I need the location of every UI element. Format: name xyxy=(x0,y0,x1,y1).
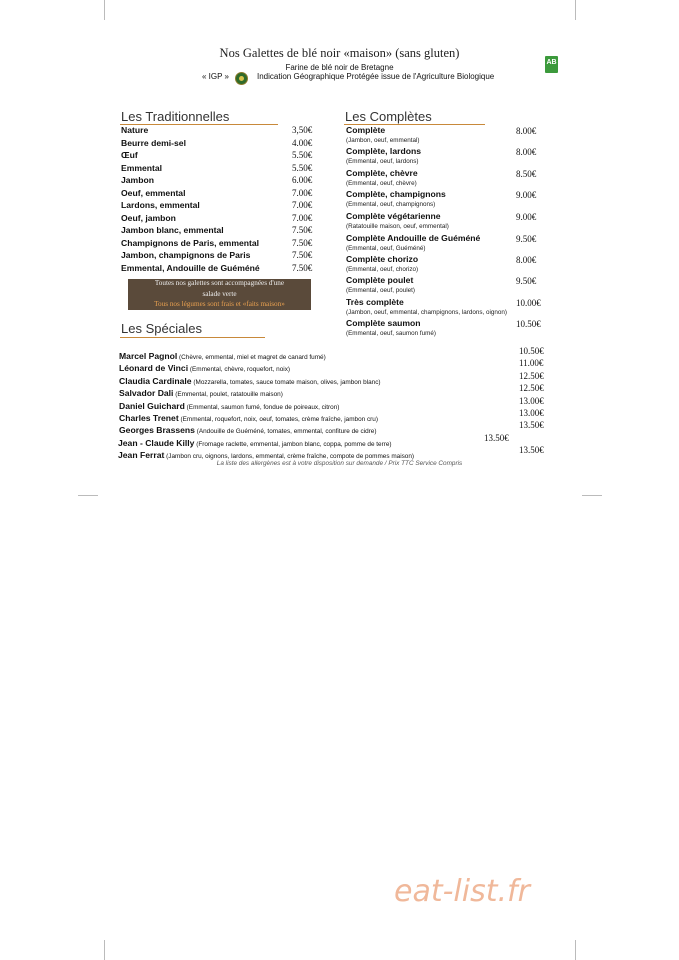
menu-item-price: 8.00€ xyxy=(516,147,537,157)
igp-logo-icon xyxy=(235,72,248,85)
menu-item-name: Complète xyxy=(346,125,386,135)
menu-item-description: (Emmental, roquefort, noix, oeuf, tomates, crème fraîche, jambon cru) xyxy=(178,416,378,423)
menu-item-price: 13.00€ xyxy=(519,395,544,406)
menu-item-price: 9.50€ xyxy=(516,276,537,286)
menu-item-name: Jean Ferrat xyxy=(118,450,165,461)
menu-item-price: 4.00€ xyxy=(292,137,313,148)
menu-item-name: Daniel Guichard xyxy=(119,400,185,411)
menu-item-price: 5.50€ xyxy=(292,150,313,160)
menu-item-name: Emmental, Andouille de Guéméné xyxy=(121,262,260,273)
menu-item-description: (Ratatouille maison, oeuf, emmental) xyxy=(346,223,449,230)
menu-item-description: (Jambon, oeuf, emmental, champignons, lardons, oignon) xyxy=(346,309,508,316)
menu-item-price: 7.00€ xyxy=(292,200,313,210)
crop-mark xyxy=(575,940,576,960)
menu-item-price: 13.50€ xyxy=(519,445,544,456)
menu-item-price: 13.50€ xyxy=(519,420,544,431)
menu-item-name: Lardons, emmental xyxy=(121,200,200,210)
menu-item-price: 7.50€ xyxy=(292,225,313,235)
menu-title: Nos Galettes de blé noir «maison» (sans gluten) xyxy=(219,46,460,60)
menu-item-description: (Emmental, chèvre, roquefort, noix) xyxy=(188,366,291,374)
menu-item-price: 8.00€ xyxy=(516,255,537,265)
menu-item-name: Complète, chèvre xyxy=(346,168,418,178)
ab-organic-logo-icon: AB xyxy=(545,56,558,73)
menu-item-description: (Emmental, oeuf, lardons) xyxy=(346,158,419,165)
menu-item-name: Complète, champignons xyxy=(346,189,446,199)
section-underline xyxy=(120,337,265,338)
menu-item-price: 10.00€ xyxy=(516,298,541,308)
menu-subtitle: Farine de blé noir de Bretagne xyxy=(285,63,394,72)
menu-item-price: 5.50€ xyxy=(292,162,313,173)
menu-item-price: 12.50€ xyxy=(519,370,544,381)
menu-item-name: Oeuf, jambon xyxy=(121,212,176,223)
menu-item-description: (Emmental, poulet, ratatouille maison) xyxy=(173,391,283,399)
menu-item-price: 7.50€ xyxy=(292,237,313,248)
section-title-completes: Les Complètes xyxy=(345,109,432,124)
menu-item-name: Jambon xyxy=(121,175,154,185)
menu-item-name: Très complète xyxy=(346,297,404,307)
menu-item-price: 7.50€ xyxy=(292,250,313,260)
menu-item-name: Marcel Pagnol xyxy=(119,351,178,361)
menu-item-description: (Jambon, oeuf, emmental) xyxy=(346,137,420,144)
menu-item-name: Léonard de Vinci xyxy=(119,363,189,374)
menu-item-name: Charles Trenet xyxy=(119,413,179,423)
menu-item-description: (Chèvre, emmental, miel et magret de canard fumé) xyxy=(177,354,326,361)
section-title-speciales: Les Spéciales xyxy=(121,321,202,336)
menu-item-name: Oeuf, emmental xyxy=(121,187,186,198)
menu-item-name: Jean - Claude Killy xyxy=(118,437,195,448)
menu-item-price: 10.50€ xyxy=(519,346,544,356)
menu-item-name: Complète saumon xyxy=(346,318,421,328)
watermark: eat-list.fr xyxy=(394,874,530,909)
menu-item-price: 9.00€ xyxy=(516,190,537,200)
menu-item-name: Œuf xyxy=(121,150,138,160)
menu-item-name: Jambon, champignons de Paris xyxy=(121,250,251,260)
menu-item-description: (Emmental, oeuf, chorizo) xyxy=(346,266,419,273)
note-line: salade verte xyxy=(202,290,237,298)
crop-mark xyxy=(104,940,105,960)
menu-item-price: 7.50€ xyxy=(292,262,313,273)
menu-item-name: Claudia Cardinale xyxy=(119,375,192,386)
crop-mark xyxy=(575,0,576,20)
menu-item-description: (Emmental, saumon fumé, fondue de poireaux, citron) xyxy=(184,403,340,411)
menu-item-price: 3,50€ xyxy=(292,125,313,135)
menu-item-price: 7.00€ xyxy=(292,187,313,198)
menu-item-price: 8.50€ xyxy=(516,169,537,179)
menu-item-description: (Emmental, oeuf, champignons) xyxy=(346,201,436,208)
menu-item-price: 12.50€ xyxy=(519,383,544,394)
igp-label: « IGP » xyxy=(202,72,229,81)
menu-item-description: (Emmental, oeuf, saumon fumé) xyxy=(346,330,436,337)
crop-mark xyxy=(78,495,98,496)
menu-item-name: Complète chorizo xyxy=(346,254,419,264)
menu-item-price: 10.50€ xyxy=(516,319,541,329)
section-title-traditionnelles: Les Traditionnelles xyxy=(121,109,230,124)
menu-item-name: Jambon blanc, emmental xyxy=(121,225,224,235)
igp-description: Indication Géographique Protégée issue de l'Agriculture Biologique xyxy=(257,72,495,81)
menu-item-name: Georges Brassens xyxy=(119,425,195,436)
menu-item-description: (Fromage raclette, emmental, jambon blanc, coppa, pomme de terre) xyxy=(194,440,392,448)
menu-item-price: 11.00€ xyxy=(519,358,544,369)
menu-item-name: Complète végétarienne xyxy=(346,211,441,221)
menu-item-description: (Mozzarella, tomates, sauce tomate maison, olives, jambon blanc) xyxy=(191,378,381,386)
crop-mark xyxy=(104,0,105,20)
menu-item-price: 7.00€ xyxy=(292,212,313,223)
crop-mark xyxy=(582,495,602,496)
menu-item-price: 8.00€ xyxy=(516,126,537,136)
menu-item-name: Complète, lardons xyxy=(346,146,421,156)
menu-item-description: (Jambon cru, oignons, lardons, emmental, crème fraîche, compote de pommes maison) xyxy=(164,453,415,461)
menu-item-name: Nature xyxy=(121,125,149,135)
menu-item-name: Emmental xyxy=(121,162,163,173)
menu-item-name: Beurre demi-sel xyxy=(121,137,186,148)
menu-item-name: Complète Andouille de Guéméné xyxy=(346,233,481,243)
menu-item-name: Complète poulet xyxy=(346,275,414,285)
menu-item-name: Champignons de Paris, emmental xyxy=(121,237,260,248)
menu-item-price: 13.00€ xyxy=(519,408,544,418)
note-line-highlight: Tous nos légumes sont frais et «faits maison» xyxy=(154,300,285,308)
menu-item-description: (Emmental, oeuf, poulet) xyxy=(346,287,415,294)
note-line: Toutes nos galettes sont accompagnées d'une xyxy=(154,279,285,287)
menu-item-price: 9.50€ xyxy=(516,234,537,244)
menu-item-description: (Emmental, oeuf, chèvre) xyxy=(346,180,417,187)
menu-item-price: 13.50€ xyxy=(484,432,509,443)
menu-item-description: (Emmental, oeuf, Guéméné) xyxy=(346,245,426,252)
menu-item-price: 6.00€ xyxy=(292,175,313,185)
menu-item-description: (Andouille de Guéméné, tomates, emmental, confiture de cidre) xyxy=(194,428,377,436)
menu-item-price: 9.00€ xyxy=(516,212,537,222)
allergen-note: La liste des allergènes est à votre disposition sur demande / Prix TTC Service Compris xyxy=(216,460,463,467)
menu-item-name: Salvador Dali xyxy=(119,388,174,399)
